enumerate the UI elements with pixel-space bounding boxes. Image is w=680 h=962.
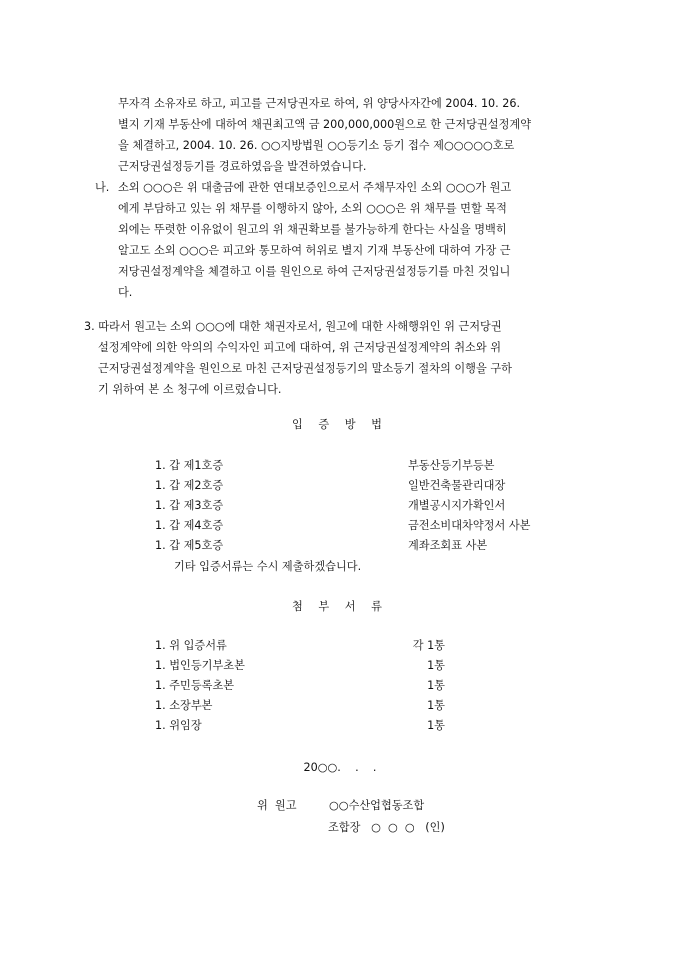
attachment-count: 1통: [427, 679, 445, 692]
evidence-desc: 일반건축물관리대장: [408, 479, 506, 492]
evidence-label: 1. 갑 제3호증: [155, 499, 224, 512]
evidence-label: 1. 갑 제5호증: [155, 539, 224, 552]
document-date: 20○○. . .: [303, 761, 377, 774]
text-line: 근저당권설정계약을 원인으로 마친 근저당권설정등기의 말소등기 절차의 이행을 구하: [98, 362, 512, 375]
evidence-desc: 개별공시지가확인서: [408, 499, 506, 512]
attachment-label: 1. 법인등기부초본: [155, 659, 245, 672]
text-line: 기 위하여 본 소 청구에 이르렀습니다.: [98, 383, 282, 396]
attachment-count: 1통: [427, 659, 445, 672]
text-line: 무자격 소유자로 하고, 피고를 근저당권자로 하여, 위 양당사자간에 2004. 10. 26.: [118, 97, 521, 110]
text-line: 저당권설정계약을 체결하고 이를 원인으로 하여 근저당권설정등기를 마친 것입니: [118, 265, 511, 278]
representative-seal-line: 조합장 ○ ○ ○ (인): [328, 821, 445, 834]
paragraph-ga-continuation: [118, 93, 531, 177]
text-line: 별지 기재 부동산에 대하여 채권최고액 금 200,000,000원으로 한 근저당권설정계약: [118, 118, 532, 131]
evidence-desc: 계좌조회표 사본: [408, 539, 488, 552]
evidence-heading: 입 증 방 법: [292, 418, 388, 431]
evidence-desc: 금전소비대차약정서 사본: [408, 519, 531, 532]
text-line: 소외 ○○○은 위 대출금에 관한 연대보증인으로서 주채무자인 소외 ○○○가 원고: [118, 181, 512, 194]
text-line: 을 체결하고, 2004. 10. 26. ○○지방법원 ○○등기소 등기 접수 제○○○○○호로: [118, 139, 515, 152]
evidence-note: 기타 입증서류는 수시 제출하겠습니다.: [174, 560, 362, 573]
evidence-label: 1. 갑 제2호증: [155, 479, 224, 492]
paragraph-na: [118, 177, 511, 303]
evidence-desc: 부동산등기부등본: [408, 459, 495, 472]
attachment-count: 1통: [427, 699, 445, 712]
plaintiff-prefix: 위 원고: [257, 799, 297, 812]
text-line: 설정계약에 의한 악의의 수익자인 피고에 대하여, 위 근저당권설정계약의 취소와 위: [98, 341, 502, 354]
attachment-label: 1. 위임장: [155, 719, 202, 732]
text-line: 외에는 뚜렷한 이유없이 원고의 위 채권확보를 불가능하게 한다는 사실을 명백히: [118, 223, 507, 236]
attachment-label: 1. 소장부본: [155, 699, 213, 712]
evidence-label: 1. 갑 제1호증: [155, 459, 224, 472]
attachment-label: 1. 위 입증서류: [155, 639, 227, 652]
evidence-label: 1. 갑 제4호증: [155, 519, 224, 532]
text-line: 알고도 소외 ○○○은 피고와 통모하여 허위로 별지 기재 부동산에 대하여 가장 근: [118, 244, 511, 257]
paragraph-na-marker: 나.: [95, 181, 110, 194]
text-line: 3. 따라서 원고는 소외 ○○○에 대한 채권자로서, 원고에 대한 사해행위인 위 근저당권: [84, 320, 502, 333]
text-line: 에게 부담하고 있는 위 채무를 이행하지 않아, 소외 ○○○은 위 채무를 면할 목적: [118, 202, 507, 215]
text-line: 다.: [118, 286, 133, 299]
attachment-label: 1. 주민등록초본: [155, 679, 235, 692]
text-line: 근저당권설정등기를 경료하였음을 발견하였습니다.: [118, 160, 367, 173]
attachments-heading: 첨 부 서 류: [292, 600, 388, 613]
plaintiff-name: ○○수산업협동조합: [329, 799, 425, 812]
attachment-count: 각 1통: [412, 639, 445, 652]
attachment-count: 1통: [427, 719, 445, 732]
paragraph-3: [84, 316, 512, 400]
